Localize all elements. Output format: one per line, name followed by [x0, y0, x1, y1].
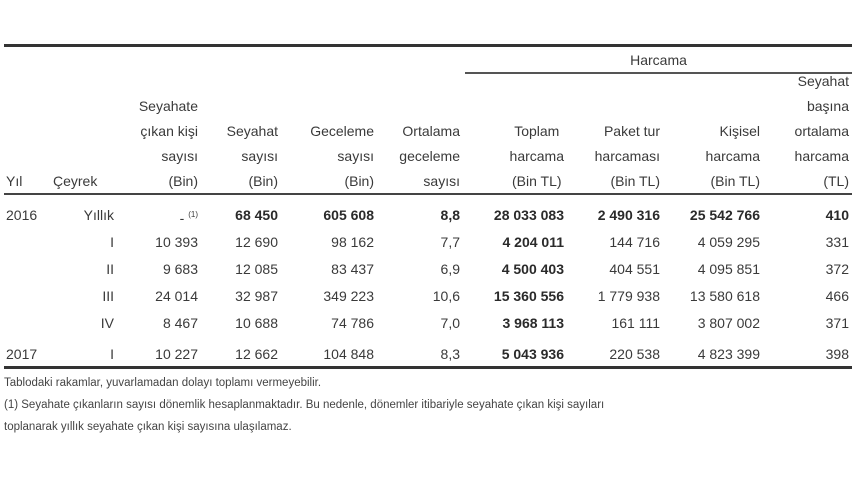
cell-geceleme: 605 608 — [323, 207, 374, 223]
cell-geceleme: 74 786 — [331, 315, 374, 331]
table-footnotes — [4, 372, 854, 438]
cell-seyahat: 10 688 — [235, 315, 278, 331]
cell-cikan-kisi: 8 467 — [162, 315, 198, 331]
header-geceleme: Geceleme sayısı (Bin) — [310, 123, 374, 189]
cell-toplam: 3 968 113 — [502, 315, 564, 331]
cell-ceyrek: IV — [100, 315, 114, 331]
header-cikan-kisi: Seyahate çıkan kişi sayısı (Bin) — [138, 98, 198, 189]
cell-seyahat: 32 987 — [235, 288, 278, 304]
cell-ort-geceleme: 6,9 — [440, 261, 460, 277]
cell-toplam: 28 033 083 — [493, 207, 564, 223]
cell-ort-harcama: 466 — [825, 288, 849, 304]
table-top-rule — [4, 44, 852, 47]
cell-cikan-kisi: 24 014 — [155, 288, 198, 304]
cell-ceyrek: I — [110, 234, 114, 250]
header-ort-geceleme: Ortalama geceleme sayısı — [399, 123, 460, 189]
cell-ceyrek: Yıllık — [83, 207, 114, 223]
cell-ort-geceleme: 7,7 — [440, 234, 460, 250]
note-rounding: Tablodaki rakamlar, yuvarlamadan dolayı toplamı vermeyebilir. — [4, 377, 322, 389]
cell-ort-geceleme: 8,3 — [440, 346, 460, 362]
cell-geceleme: 83 437 — [331, 261, 374, 277]
header-bottom-rule — [4, 193, 852, 195]
cell-ort-harcama: 398 — [825, 346, 849, 362]
header-toplam: Toplam harcama (Bin TL) — [509, 123, 564, 189]
cell-ort-harcama: 410 — [825, 207, 849, 223]
header-paket: Paket tur harcaması (Bin TL) — [594, 123, 660, 189]
cell-toplam: 5 043 936 — [501, 346, 564, 362]
cell-geceleme: 98 162 — [331, 234, 374, 250]
note-footnote-1-cont: toplanarak yıllık seyahate çıkan kişi sayısına ulaşılamaz. — [4, 421, 292, 433]
cell-cikan-kisi: 10 227 — [155, 346, 198, 362]
cell-paket: 144 716 — [609, 234, 660, 250]
table-bottom-rule — [4, 366, 852, 369]
footnote-marker: (1) — [188, 210, 198, 219]
harcama-group-header: Harcama — [630, 52, 687, 68]
cell-ort-geceleme: 8,8 — [440, 207, 460, 223]
cell-kisisel: 4 095 851 — [697, 261, 760, 277]
cell-kisisel: 4 059 295 — [697, 234, 760, 250]
cell-seyahat: 12 690 — [235, 234, 278, 250]
cell-yil: 2017 — [6, 346, 38, 362]
header-seyahat: Seyahat sayısı (Bin) — [226, 123, 278, 189]
cell-paket: 1 779 938 — [597, 288, 660, 304]
cell-kisisel: 25 542 766 — [689, 207, 760, 223]
cell-ceyrek: I — [110, 346, 114, 362]
cell-seyahat: 68 450 — [235, 207, 278, 223]
cell-geceleme: 104 848 — [323, 346, 374, 362]
note-footnote-1: (1) Seyahate çıkanların sayısı dönemlik hesaplanmaktadır. Bu nedenle, dönemler itibariyle seyahate çıkan kişi sayıları — [4, 399, 605, 411]
header-kisisel: Kişisel harcama (Bin TL) — [705, 123, 760, 189]
cell-kisisel: 13 580 618 — [689, 288, 760, 304]
cell-cikan-kisi: - $^{(1)}$ — [179, 210, 198, 226]
cell-kisisel: 3 807 002 — [697, 315, 760, 331]
cell-toplam: 4 204 011 — [502, 234, 564, 250]
cell-seyahat: 12 085 — [235, 261, 278, 277]
cell-ort-harcama: 331 — [825, 234, 849, 250]
cell-ceyrek: II — [106, 261, 114, 277]
cell-paket: 2 490 316 — [597, 207, 660, 223]
cell-geceleme: 349 223 — [323, 288, 374, 304]
cell-cikan-kisi: 10 393 — [155, 234, 198, 250]
cell-ceyrek: III — [102, 288, 114, 304]
cell-toplam: 4 500 403 — [501, 261, 564, 277]
cell-kisisel: 4 823 399 — [697, 346, 760, 362]
cell-ort-geceleme: 7,0 — [440, 315, 460, 331]
header-ceyrek: Çeyrek — [53, 173, 98, 189]
cell-seyahat: 12 662 — [235, 346, 278, 362]
header-ort-harcama: Seyahat başına ortalama harcama (TL) — [794, 73, 849, 189]
cell-ort-geceleme: 10,6 — [432, 288, 460, 304]
cell-toplam: 15 360 556 — [493, 288, 564, 304]
cell-yil: 2016 — [6, 207, 38, 223]
header-yil: Yıl — [6, 173, 23, 189]
cell-paket: 161 111 — [611, 315, 660, 331]
cell-ort-harcama: 371 — [825, 315, 849, 331]
cell-paket: 404 551 — [609, 261, 660, 277]
cell-ort-harcama: 372 — [825, 261, 849, 277]
cell-cikan-kisi: 9 683 — [162, 261, 198, 277]
cell-paket: 220 538 — [609, 346, 660, 362]
